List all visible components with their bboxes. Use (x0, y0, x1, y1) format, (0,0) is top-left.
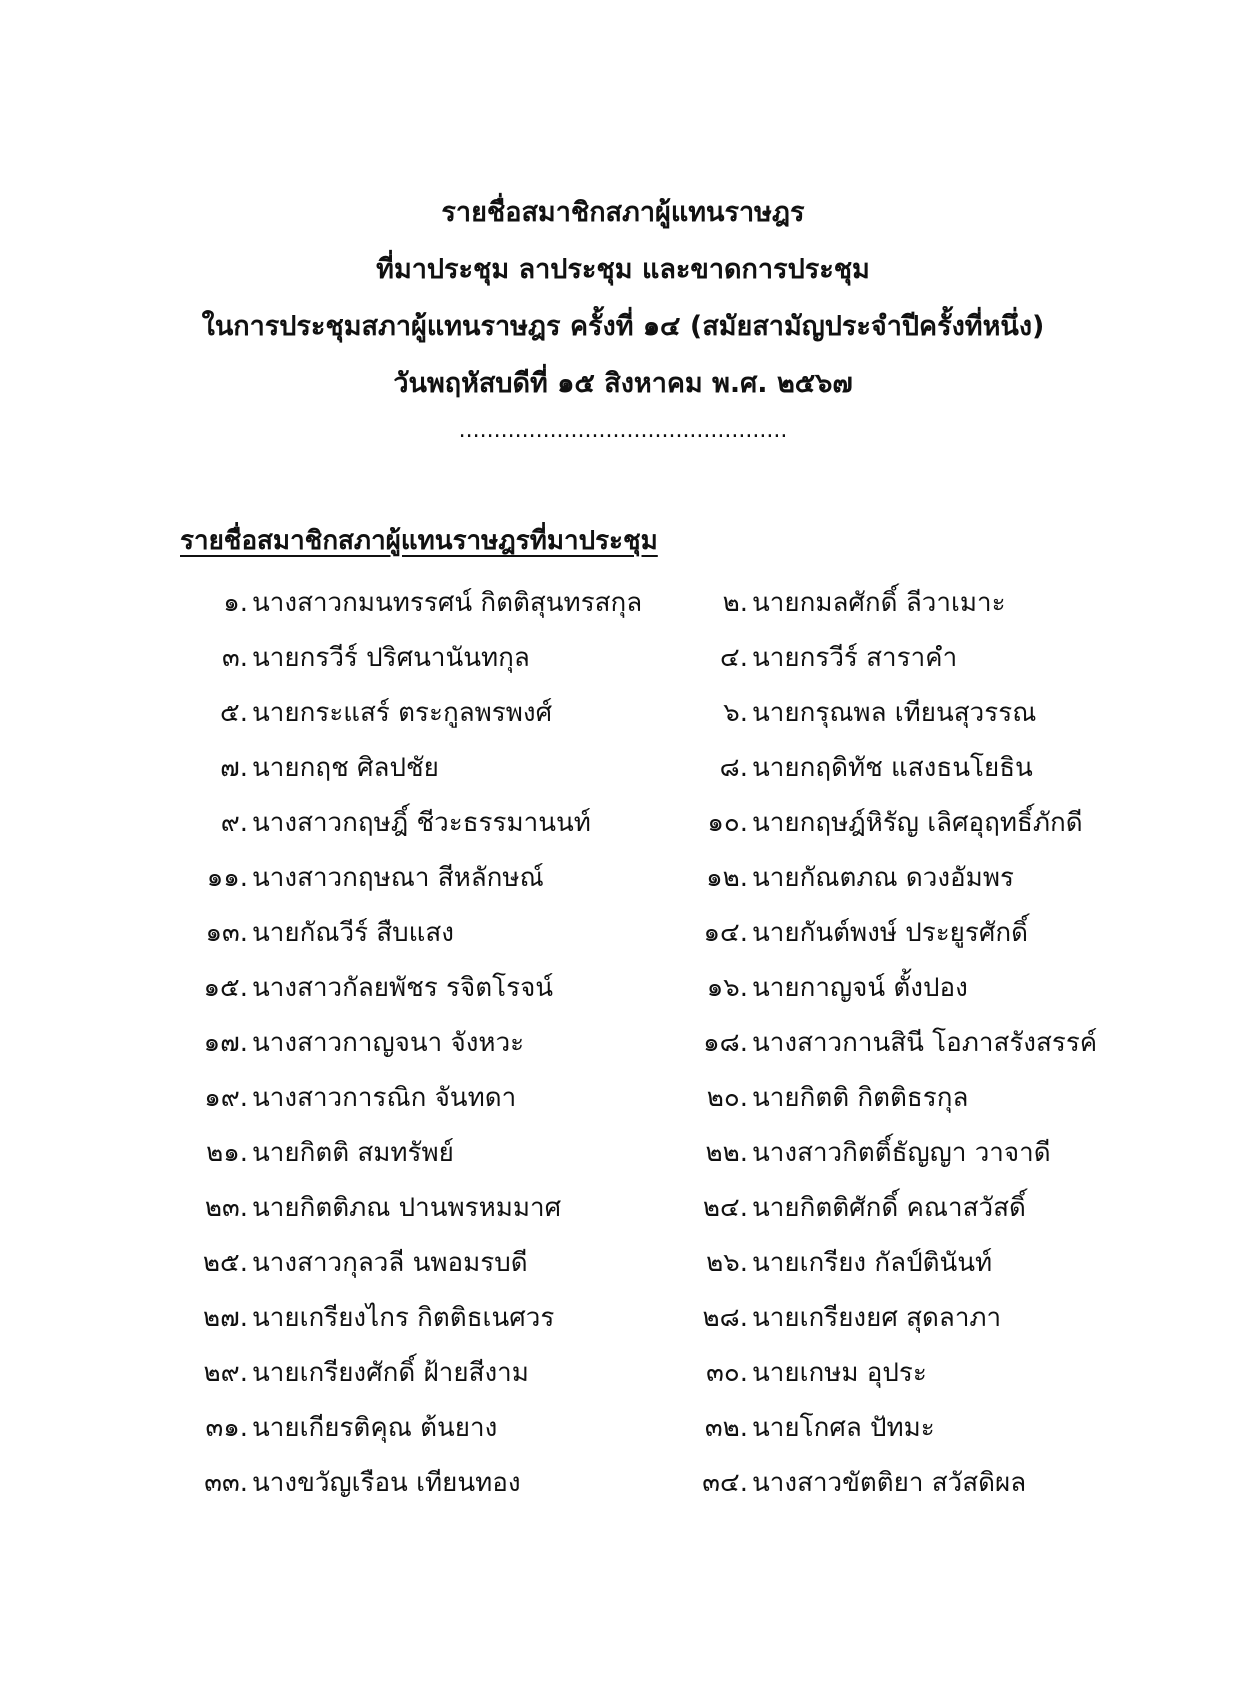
member-number: ๑๕. (203, 973, 248, 1003)
member-number: ๓. (221, 643, 248, 673)
member-number: ๓๐. (706, 1358, 748, 1388)
member-row (0, 631, 1246, 686)
member-entry (170, 796, 591, 851)
member-number: ๑๐. (707, 808, 748, 838)
member-entry (170, 1291, 554, 1346)
member-entry (668, 1126, 1051, 1181)
meeting-info: ในการประชุมสภาผู้แทนราษฎร ครั้งที่ ๑๔ (สมัยสามัญประจำปีครั้งที่หนึ่ง) (201, 311, 1045, 342)
member-row (0, 1346, 1246, 1401)
member-number: ๒๗. (203, 1303, 248, 1333)
member-number: ๑๘. (703, 1028, 748, 1058)
member-number: ๒๖. (706, 1248, 748, 1278)
member-entry (170, 1126, 454, 1181)
member-entry (668, 1346, 927, 1401)
member-entry (170, 1181, 561, 1236)
member-name: นายกัณตภณ ดวงอัมพร (752, 863, 1014, 893)
member-number: ๘. (719, 753, 748, 783)
member-number: ๑๗. (203, 1028, 248, 1058)
member-name: นางสาวกฤษณา สีหลักษณ์ (252, 863, 544, 893)
member-name: นางสาวกุลวลี นพอมรบดี (252, 1248, 528, 1278)
member-entry (170, 576, 642, 631)
member-number: ๒. (722, 588, 748, 618)
member-number: ๒๐. (706, 1083, 748, 1113)
member-name: นายเกรียงศักดิ์ ฝ้ายสีงาม (252, 1358, 529, 1388)
member-row (0, 1016, 1246, 1071)
member-entry (668, 1016, 1097, 1071)
member-name: นางสาวกานสินี โอภาสรังสรรค์ (752, 1028, 1098, 1058)
meeting-date: วันพฤหัสบดีที่ ๑๕ สิงหาคม พ.ศ. ๒๕๖๗ (393, 368, 853, 399)
member-entry (668, 576, 1006, 631)
member-number: ๑๔. (703, 918, 748, 948)
member-name: นายกิตติ กิตติธรกุล (752, 1083, 969, 1113)
member-list (0, 576, 1246, 1511)
member-name: นายกัณวีร์ สืบแสง (252, 918, 454, 948)
member-number: ๑๙. (204, 1083, 248, 1113)
member-entry (170, 851, 544, 906)
member-entry (170, 1016, 524, 1071)
member-number: ๓๒. (704, 1413, 748, 1443)
member-entry (668, 1071, 968, 1126)
member-entry (170, 686, 552, 741)
member-number: ๒๘. (702, 1303, 748, 1333)
member-name: นายกระแสร์ ตระกูลพรพงศ์ (252, 698, 553, 728)
member-number: ๖. (723, 698, 748, 728)
member-number: ๓๓. (204, 1468, 248, 1498)
member-entry (668, 631, 957, 686)
member-name: นางสาวการณิก จันทดา (252, 1083, 517, 1113)
member-name: นายกมลศักดิ์ ลีวาเมาะ (752, 588, 1006, 618)
member-name: นายกันต์พงษ์ ประยูรศักดิ์ (752, 918, 1029, 948)
document-subtitle: ที่มาประชุม ลาประชุม และขาดการประชุม (376, 254, 870, 285)
member-name: นายกิตติศักดิ์ คณาสวัสดิ์ (752, 1193, 1026, 1223)
member-name: นายกฤช ศิลปชัย (252, 753, 439, 783)
dotted-separator: ............................................... (458, 418, 788, 443)
member-name: นายเกษม อุประ (752, 1358, 927, 1388)
member-number: ๒๔. (702, 1193, 748, 1223)
member-number: ๑๓. (205, 918, 248, 948)
member-name: นายเกรียง กัลป์ตินันท์ (752, 1248, 993, 1278)
member-name: นายกฤษฎ์หิรัญ เลิศอุฤทธิ์ภักดี (752, 808, 1083, 838)
member-number: ๑๖. (706, 973, 748, 1003)
member-number: ๑๒. (706, 863, 748, 893)
member-name: นายเกียรติคุณ ต้นยาง (252, 1413, 498, 1443)
member-row (0, 686, 1246, 741)
member-row (0, 1291, 1246, 1346)
member-name: นางสาวกฤษฎิ์ ชีวะธรรมานนท์ (252, 808, 591, 838)
member-row (0, 1071, 1246, 1126)
member-name: นายกิตติภณ ปานพรหมมาศ (252, 1193, 562, 1223)
member-row (0, 1181, 1246, 1236)
member-entry (668, 1456, 1026, 1511)
section-heading: รายชื่อสมาชิกสภาผู้แทนราษฎรที่มาประชุม (180, 526, 658, 556)
member-row (0, 961, 1246, 1016)
member-entry (170, 1071, 516, 1126)
member-number: ๑๑. (206, 863, 248, 893)
member-name: นายโกศล ปัทมะ (752, 1413, 935, 1443)
member-entry (170, 1456, 521, 1511)
member-number: ๗. (220, 753, 248, 783)
member-entry (170, 1236, 528, 1291)
member-name: นายเกรียงยศ สุดลาภา (752, 1303, 1002, 1333)
member-name: นายกิตติ สมทรัพย์ (252, 1138, 454, 1168)
member-entry (170, 631, 530, 686)
member-entry (170, 1401, 497, 1456)
member-row (0, 851, 1246, 906)
member-entry (170, 961, 553, 1016)
member-number: ๙. (220, 808, 248, 838)
member-entry (668, 906, 1028, 961)
member-entry (170, 1346, 529, 1401)
member-name: นายกรวีร์ ปริศนานันทกุล (252, 643, 530, 673)
member-name: นายกาญจน์ ตั้งปอง (752, 973, 968, 1003)
member-entry (668, 851, 1014, 906)
document-header (0, 184, 1246, 412)
member-row (0, 906, 1246, 961)
member-name: นางสาวกมนทรรศน์ กิตติสุนทรสกุล (252, 588, 643, 618)
member-number: ๕. (220, 698, 248, 728)
member-entry (668, 686, 1036, 741)
member-number: ๒๕. (202, 1248, 248, 1278)
member-number: ๒๑. (206, 1138, 248, 1168)
member-row (0, 1126, 1246, 1181)
member-name: นางสาวขัตติยา สวัสดิผล (752, 1468, 1027, 1498)
member-name: นายกฤดิทัช แสงธนโยธิน (752, 753, 1033, 783)
member-name: นางสาวกาญจนา จังหวะ (252, 1028, 525, 1058)
member-entry (668, 1236, 992, 1291)
member-number: ๓๔. (702, 1468, 748, 1498)
member-row (0, 1236, 1246, 1291)
member-number: ๓๑. (205, 1413, 248, 1443)
member-entry (170, 741, 439, 796)
member-number: ๑. (223, 588, 248, 618)
member-entry (668, 796, 1083, 851)
member-row (0, 1456, 1246, 1511)
member-name: นางขวัญเรือน เทียนทอง (252, 1468, 521, 1498)
member-entry (668, 1181, 1026, 1236)
member-name: นางสาวกิตติ์ธัญญา วาจาดี (752, 1138, 1051, 1168)
member-number: ๒๙. (203, 1358, 248, 1388)
member-entry (668, 741, 1033, 796)
member-row (0, 576, 1246, 631)
member-number: ๒๓. (204, 1193, 248, 1223)
member-name: นางสาวกัลยพัชร รจิตโรจน์ (252, 973, 554, 1003)
document-title: รายชื่อสมาชิกสภาผู้แทนราษฎร (441, 197, 805, 228)
member-entry (668, 1401, 935, 1456)
member-name: นายเกรียงไกร กิตติธเนศวร (252, 1303, 555, 1333)
member-name: นายกรวีร์ สาราคำ (752, 643, 958, 673)
member-entry (668, 961, 968, 1016)
member-number: ๔. (720, 643, 748, 673)
member-entry (668, 1291, 1001, 1346)
member-number: ๒๒. (705, 1138, 748, 1168)
member-row (0, 796, 1246, 851)
member-entry (170, 906, 454, 961)
member-row (0, 741, 1246, 796)
member-row (0, 1401, 1246, 1456)
member-name: นายกรุณพล เทียนสุวรรณ (752, 698, 1037, 728)
